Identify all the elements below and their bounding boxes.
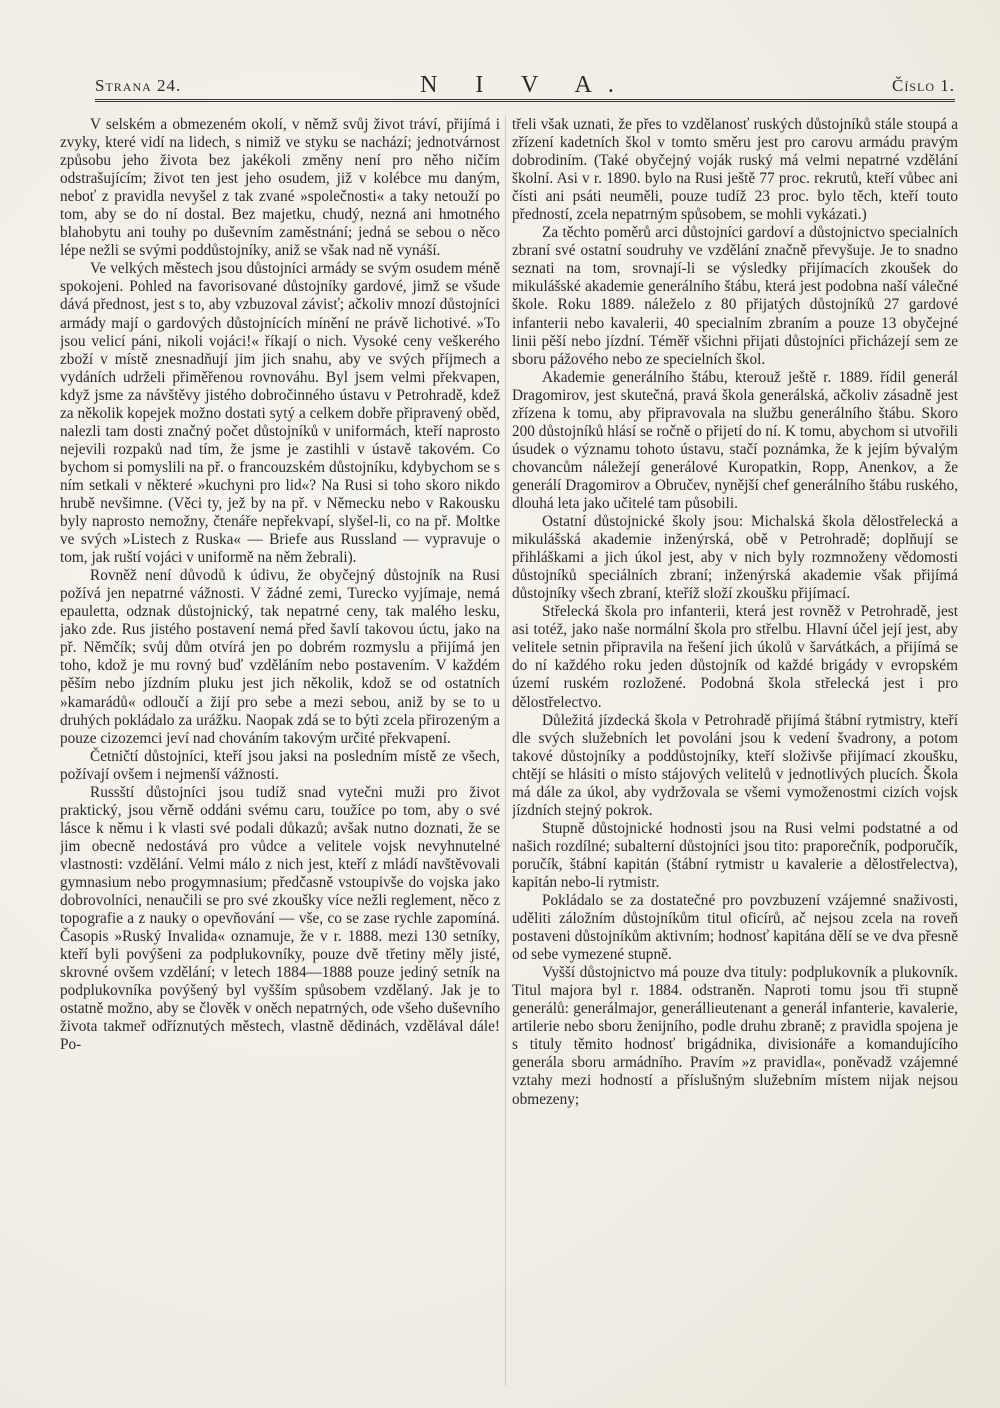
paragraph: Za těchto poměrů arci důstojníci gardoví a důstojnictvo specialních zbraní své ostatní soudruhy ve vzdělání značně převyšuje. Je to snadno seznati na tom, srovnají-li se výsledky přijímacích zkoušek do mikulášské akademie generálního štábu, která jest podobna naší válečné škole. Roku 1889. náleželo z 80 přijatých důstojníků 27 gardové infanterii nebo kavalerii, 40 specialním zbraním a pouze 13 obyčejné linii pěší nebo jízdní. Téměř všichni přijati důstojníci přicházejí sem ze sboru pážového nebo ze specielních škol. [512,224,958,368]
right-column [512,116,958,1386]
issue-number: Číslo 1. [891,76,955,95]
paragraph: Důležitá jízdecká škola v Petrohradě přijímá štábní rytmistry, kteří dle svých služebních let povoláni jsou k vedení švadrony, a potom takové důstojníky a poddůstojníky, kteří složivše přijímací zkoušku, chtějí se hlásiti o místo stájových velitelů v jednotlivých plucích. Škola má dále za úkol, aby vydržovala se všemi vymoženostmi cizích vojsk jízdních stejný pokrok. [512,711,958,819]
paragraph: třeli však uznati, že přes to vzdělanosť ruských důstojníků stále stoupá a zřízení kadetních škol v tomto směru jest pro carovu armádu pravým dobrodiním. (Také obyčejný voják ruský má velmi nepatrné vzdělání školní. Asi v r. 1890. bylo na Rusi ještě 77 proc. rekrutů, kteří vůbec ani čísti ani psáti neuměli, pouze tudíž 23 proc. bylo těch, kteří touto předností, zcela nepatrným spůsobem, se mohli vykázati.) [512,116,958,224]
left-column [60,116,500,1386]
page-number: Strana 24. [95,76,182,95]
header-rule [95,99,955,102]
paragraph: V selském a obmezeném okolí, v němž svůj život tráví, přijímá i zvyky, které vidí na lidech, s nimiž ve styku se nachází; jednotvárnost způsobu jeho života bez jakékoli změny není pro něho ničím odstrašujícím; život ten jest jeho osudem, již v kolébce mu daným, neboť z pravidla nevyšel z tak zvané »společnosti« a taky netouží po tom, aby se do ní dostal. Bez majetku, chudý, nezná ani hmotného blahobytu ani touhy po duševním zaměstnání; jedná se sebou o něco lépe nežli se svými poddůstojníky, aniž se však nad ně vynáší. [60,116,500,260]
paragraph: Pokládalo se za dostatečné pro povzbuzení vzájemné snaživosti, uděliti záložním důstojníkům titul oficírů, ač nejsou zcela na roveň postaveni důstojníkům aktivním; hodnosť kapitána dělí se ve dva přesně od sebe vymezené stupně. [512,892,958,964]
column-divider [505,116,506,1386]
paragraph: Ostatní důstojnické školy jsou: Michalská škola dělostřelecká a mikulášská akademie inženýrská, obě v Petrohradě; doplňují se přihláškami a jich úkol jest, aby v nich byly rozmnoženy vědomosti důstojníků speciálních zbraní; inženýrská akademie však přijímá důstojníky všech zbraní, kteříž složí zkoušku přijímací. [512,513,958,603]
page-header [95,72,955,102]
paragraph: Stupně důstojnické hodnosti jsou na Rusi velmi podstatné a od našich rozdílné; subalterní důstojníci jsou tito: praporečník, podporučík, poručík, štábní kapitán (štábní rytmistr u kavalerie a dělostřelectva), kapitán nebo-li rytmistr. [512,819,958,891]
paragraph: Russští důstojníci jsou tudíž snad vytečni muži pro život praktický, jsou věrně oddáni svému caru, toužíce po tom, aby o své lásce k němu i k vlasti své podali důkazů; avšak nutno doznati, že se jim obecně nedostává pro vůdce a velitele vojsk nevyhnutelné vlastnosti: vzdělání. Velmi málo z nich jest, kteří z mládí navštěvovali gymnasium nebo progymnasium; předčasně vstoupivše do vojska jako dobrovolníci, nenaučili se pro své zkoušky více nežli reglement, něco z topografie a z nauky o opevňování — vše, co se zase rychle zapomíná. Časopis »Ruský Invalida« oznamuje, že v r. 1888. mezi 130 setníky, kteří byli povýšeni za podplukovníky, pouze dvě třetiny měly jisté, skrovné ovšem vzdělání; v letech 1884—1888 pouze jediný setník na podplukovníka povýšený byl vyšším spůsobem vzdělaný. Jak je to ostatně možno, aby se člověk v oněch nepatrných, ode všeho duševního života takmeř odříznutých městech, vlastně dědinách, vzdělával dále! Po- [60,783,500,1054]
journal-title: N I V A. [420,72,630,98]
paragraph: Akademie generálního štábu, kterouž ještě r. 1889. řídil generál Dragomirov, jest skutečná, pravá škola generálská, ačkoliv zásadně jest zřízena k tomu, aby připravovala na službu generálního štábu. Skoro 200 důstojníků hlásí se ročně o přijetí do ní. K tomu, abychom si utvořili úsudek o významu tohoto ústavu, stačí poznámka, že k jejím bývalým chovancům náležejí generálové Kuropatkin, Ropp, Anenkov, a že generálí Dragomirov a Obručev, nynější chef generálního štábu ruského, dlouhá leta jako učitelé tam působili. [512,368,958,512]
paragraph: Vyšší důstojnictvo má pouze dva tituly: podplukovník a plukovník. Titul majora byl r. 1884. odstraněn. Naproti tomu jsou tři stupně generálů: generálmajor, generállieutenant a generál infanterie, kavalerie, artilerie nebo sboru ženijního, podle druhu zbraně; z pravidla spojena je s tituly těmito hodnosť brigádnika, divisionáře a komandujícího generála sboru armádního. Pravím »z pravidla«, poněvadž vzájemné vztahy mezi hodností a příslušným služebním místem nijak nejsou obmezeny; [512,964,958,1108]
paragraph: Četničtí důstojníci, kteří jsou jaksi na posledním místě ze všech, požívají ovšem i nejmenší vážnosti. [60,747,500,783]
paragraph: Střelecká škola pro infanterii, která jest rovněž v Petrohradě, jest asi totéž, jako naše normální škola pro střelbu. Hlavní účel její jest, aby velitele setnin připravila na řešení jich úkolů v šarvátkách, a přijímá se do ní každého roku jeden důstojník od každé brigády v evropském území ruském rozložené. Podobná škola střelecká jest i pro dělostřelectvo. [512,603,958,711]
paragraph: Rovněž není důvodů k údivu, že obyčejný důstojník na Rusi požívá jen nepatrné vážnosti. V žádné zemi, Turecko vyjímaje, nemá epauletta, odznak důstojnický, tak nepatrné ceny, tak malého lesku, jako zde. Rus jistého postavení nemá před šavlí takovou úctu, jako na př. Němčík; svůj dům otvírá jen po dobrém rozmyslu a přijímá jen toho, kdož je mu rovný buď vzděláním nebo postavením. V každém pěším nebo jízdním pluku jest jich několik, kdož se od ostatních »kamarádů« odloučí a žijí pro sebe a mezi sebou, aniž by se to u druhých pokládalo za urážku. Naopak zdá se to býti zcela přirozeným a pouze cizozemci jeví nad chováním takovým určité překvapení. [60,567,500,747]
paragraph: Ve velkých městech jsou důstojníci armády se svým osudem méně spokojeni. Pohled na favorisované důstojníky gardové, jimž se všude dává přednost, jest s to, aby vzbuzoval závisť; ačkoliv mnozí důstojníci armády mají o gardových důstojnících mínění ne právě lichotivé. »To jsou velicí páni, nikoli vojáci!« říkají o nich. Vysoké ceny veškerého zboží v místě znesnadňují jim jich snahu, aby ve svých příjmech a vydáních udrželi přiměřenou rovnováhu. Byl jsem velmi překvapen, když jsme za návštěvy jistého dobročinného ústavu v Petrohradě, kdež za několik kopejek možno dostati sytý a celkem dobře připravený oběd, nalezli tam dosti značný počet důstojníků v uniformách, kteří naprosto nejevili rozpaků nad tím, že jsme je zastihli v ústavě takovém. Co bychom si pomyslili na př. o francouzském důstojníku, kdybychom se s ním setkali v některé »kuchyni pro lid«? Na Rusi si toho skoro nikdo hrubě nevšimne. (Věci ty, jež by na př. v Německu nebo v Rakousku byly naprosto nemožny, čtenáře nepřekvapí, slyšel-li, co na př. Moltke ve svých »Listech z Ruska« — Briefe aus Russland — vypravuje o tom, jak ruští vojáci v uniformě na něm žebrali). [60,260,500,567]
